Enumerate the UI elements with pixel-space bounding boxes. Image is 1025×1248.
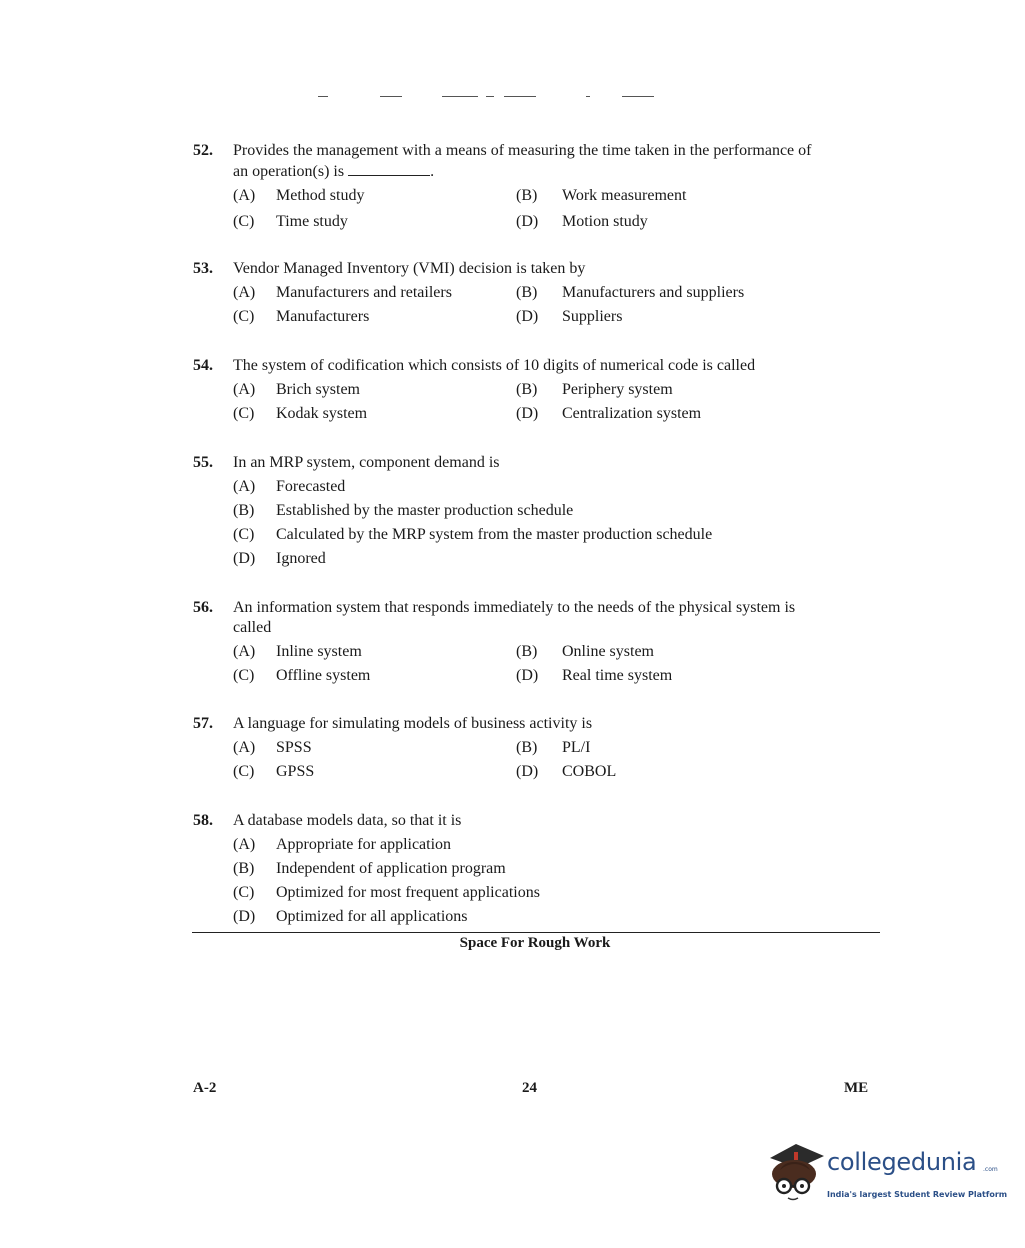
question-stem: Provides the management with a means of measuring the time taken in the performance of an operation(s) is . xyxy=(233,142,812,180)
option-b: (B) Periphery system xyxy=(516,381,673,398)
option-a: (A) Manufacturers and retailers xyxy=(233,284,452,301)
question-57 xyxy=(193,712,873,784)
footer-subject: ME xyxy=(844,1080,869,1096)
option-a: (A) Inline system xyxy=(233,643,362,660)
option-c: (C) Calculated by the MRP system from the master production schedule xyxy=(233,526,713,543)
brand-tagline: India's largest Student Review Platform xyxy=(827,1190,1008,1199)
option-a: (A) Method study xyxy=(233,187,365,204)
option-a: (A) Forecasted xyxy=(233,478,346,495)
question-stem: Vendor Managed Inventory (VMI) decision is taken by xyxy=(233,260,586,277)
option-c: (C) Offline system xyxy=(233,667,371,684)
option-d: (D) COBOL xyxy=(516,763,617,780)
header-marks xyxy=(318,96,658,100)
question-54 xyxy=(193,354,873,426)
option-c: (C) Kodak system xyxy=(233,405,368,422)
question-55 xyxy=(193,451,873,571)
footer-code: A-2 xyxy=(193,1080,217,1096)
question-number: 52. xyxy=(193,142,213,159)
option-b: (B) PL/I xyxy=(516,739,591,756)
question-number: 54. xyxy=(193,357,213,374)
option-a: (A) Appropriate for application xyxy=(233,836,452,853)
option-d: (D) Motion study xyxy=(516,213,648,230)
question-number: 53. xyxy=(193,260,213,277)
option-c: (C) Time study xyxy=(233,213,348,230)
option-a: (A) Brich system xyxy=(233,381,360,398)
option-d: (D) Ignored xyxy=(233,550,326,567)
option-c: (C) Optimized for most frequent applications xyxy=(233,884,540,901)
rough-work-heading: Space For Rough Work xyxy=(459,935,611,951)
question-stem: A database models data, so that it is xyxy=(233,812,462,829)
answer-blank xyxy=(348,161,430,176)
option-c: (C) GPSS xyxy=(233,763,315,780)
brand-suffix: .com xyxy=(983,1166,998,1173)
option-b: (B) Established by the master production schedule xyxy=(233,502,574,519)
option-d: (D) Optimized for all applications xyxy=(233,908,468,925)
question-stem: The system of codification which consists of 10 digits of numerical code is called xyxy=(233,357,756,374)
brand-name: collegedunia xyxy=(827,1148,977,1176)
question-58 xyxy=(193,809,873,929)
divider xyxy=(192,932,880,933)
option-a: (A) SPSS xyxy=(233,739,312,756)
question-number: 55. xyxy=(193,454,213,471)
question-number: 56. xyxy=(193,599,213,616)
option-b: (B) Independent of application program xyxy=(233,860,506,877)
page-number: 24 xyxy=(522,1080,537,1096)
question-number: 57. xyxy=(193,715,213,732)
option-d: (D) Suppliers xyxy=(516,308,623,325)
question-53 xyxy=(193,257,873,329)
question-number: 58. xyxy=(193,812,213,829)
option-c: (C) Manufacturers xyxy=(233,308,370,325)
option-d: (D) Real time system xyxy=(516,667,673,684)
question-stem: A language for simulating models of business activity is xyxy=(233,715,593,732)
question-stem: An information system that responds immediately to the needs of the physical system is called xyxy=(233,599,796,636)
option-b: (B) Online system xyxy=(516,643,654,660)
option-b: (B) Work measurement xyxy=(516,187,687,204)
question-52 xyxy=(193,139,873,234)
graduate-mascot-icon xyxy=(766,1140,826,1206)
option-d: (D) Centralization system xyxy=(516,405,702,422)
option-b: (B) Manufacturers and suppliers xyxy=(516,284,745,301)
question-56 xyxy=(193,596,873,688)
question-stem: In an MRP system, component demand is xyxy=(233,454,500,471)
